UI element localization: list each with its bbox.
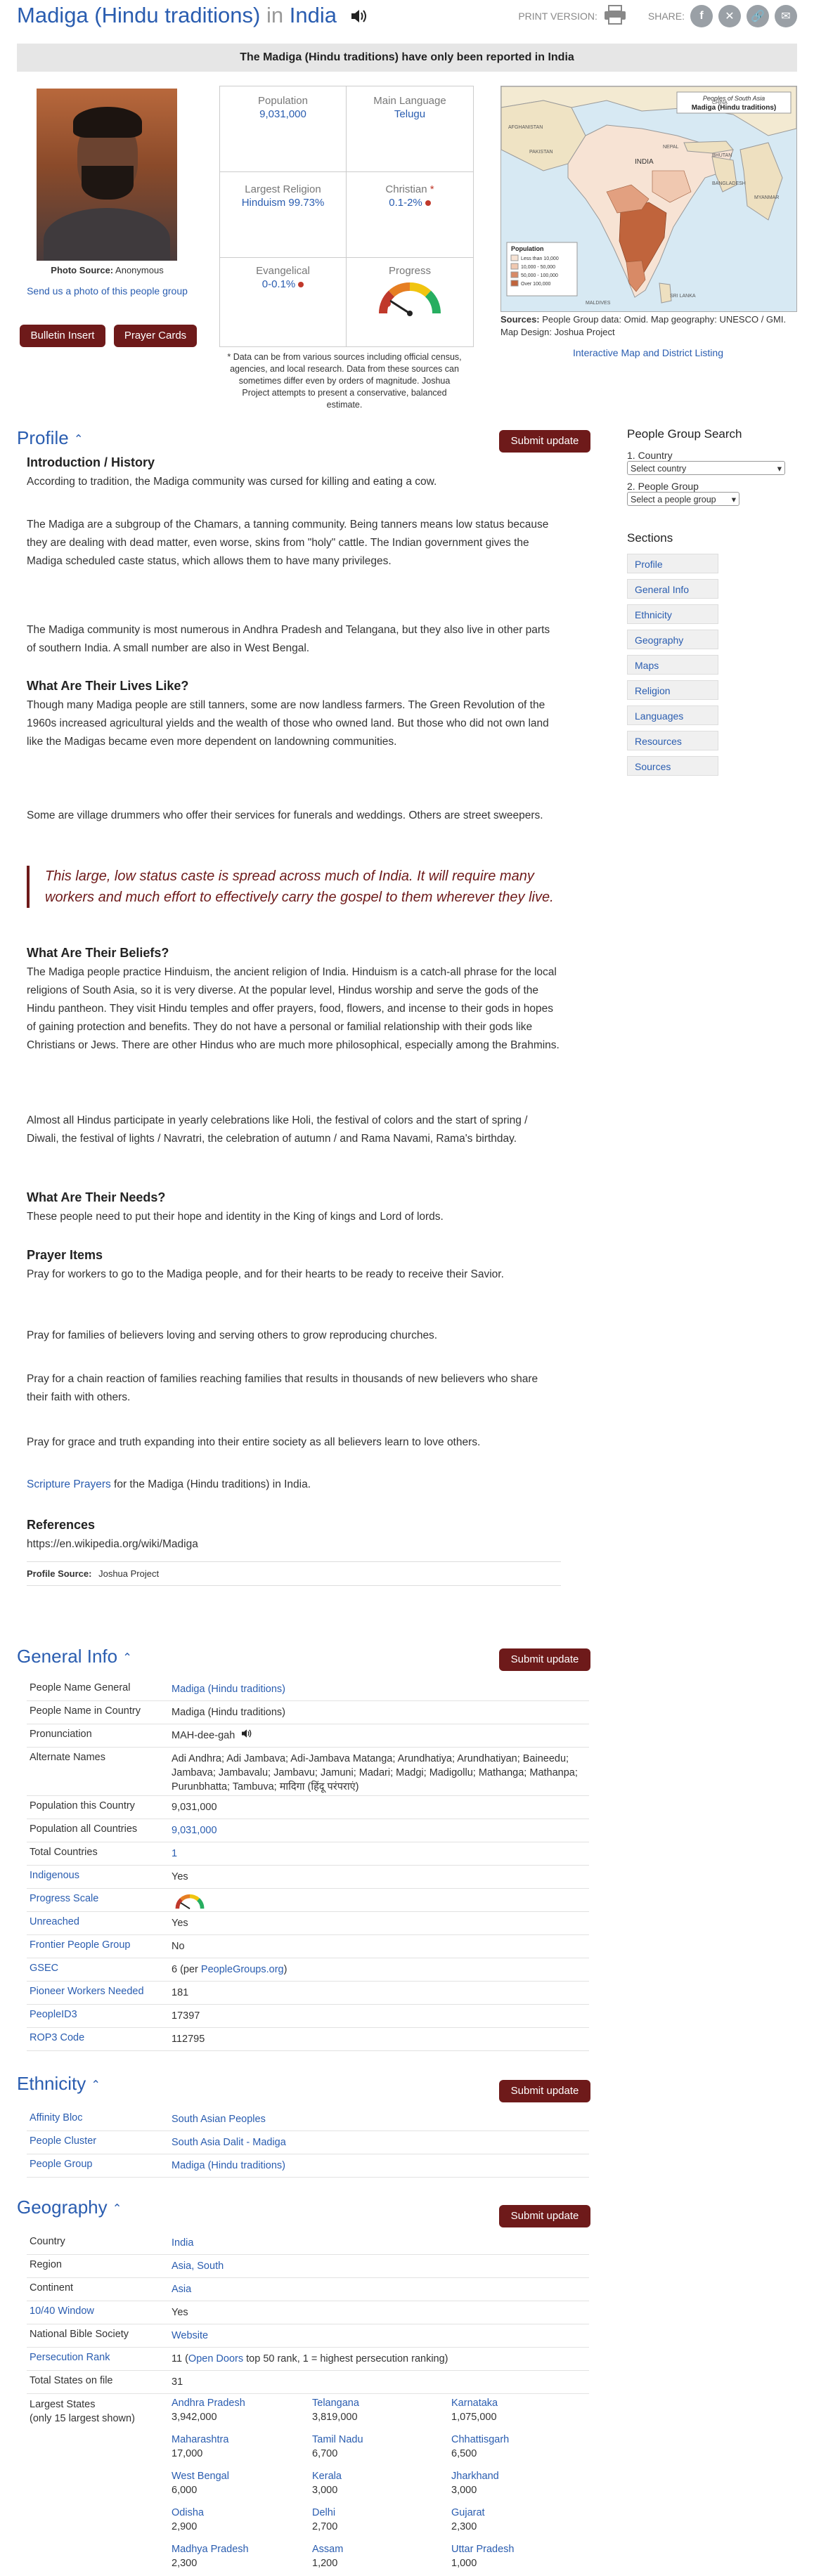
state-13 bbox=[312, 2542, 453, 2570]
language-label: Main Language bbox=[373, 95, 446, 107]
nav-maps[interactable]: Maps bbox=[627, 655, 718, 675]
state-name-14[interactable]: Uttar Pradesh bbox=[451, 2544, 515, 2555]
beliefs-p2: Almost all Hindus participate in yearly celebrations like Holi, the festival of colors and the start of spring / Diwali, the festival of lights / Navratri, the celebration of autumn / and Rama Navami, Rama's birthday. bbox=[27, 1114, 528, 1145]
state-name-2[interactable]: Karnataka bbox=[451, 2398, 498, 2409]
ethnicity-row-2 bbox=[27, 2154, 589, 2178]
photo-beard bbox=[82, 166, 134, 200]
map-label-7: MYANMAR bbox=[754, 195, 780, 200]
christian-status-icon bbox=[425, 200, 431, 206]
map-legend bbox=[507, 242, 577, 296]
ethnicity-submit-button[interactable]: Submit update bbox=[499, 2080, 590, 2102]
prayer-cards-button[interactable]: Prayer Cards bbox=[114, 325, 197, 347]
country-select-value: Select country bbox=[631, 464, 687, 474]
page-header bbox=[17, 0, 797, 35]
sections-heading: Sections bbox=[627, 531, 673, 545]
state-pop-12: 2,300 bbox=[172, 2558, 198, 2569]
profile-quote-wrap bbox=[27, 866, 561, 908]
general-value-11: 6 (per bbox=[172, 1964, 201, 1975]
ethnicity-table bbox=[27, 2108, 589, 2178]
printer-icon[interactable] bbox=[603, 4, 627, 27]
beliefs-section bbox=[27, 946, 561, 1055]
ethnicity-value-1[interactable]: South Asia Dalit - Madiga bbox=[172, 2137, 286, 2148]
general-value-0[interactable]: Madiga (Hindu traditions) bbox=[172, 1684, 285, 1695]
religion-label: Largest Religion bbox=[245, 183, 321, 195]
search-heading: People Group Search bbox=[627, 427, 742, 441]
general-row-3 bbox=[27, 1748, 589, 1796]
general-key-1: People Name in Country bbox=[30, 1705, 141, 1717]
state-9 bbox=[172, 2506, 312, 2534]
prayer-item-2: Pray for families of believers loving and serving others to grow reproducing churches. bbox=[27, 1329, 438, 1341]
lives-p1: Though many Madiga people are still tanners, some are now landless farmers. The Green Revolution of the 1960s increased agricultural yields and the wealth of those who owned land. But those who did not own land like the Madigas became even more dependent on landowning communities. bbox=[27, 699, 549, 748]
geography-row-4 bbox=[27, 2324, 589, 2348]
state-1 bbox=[312, 2396, 453, 2424]
general-row-12 bbox=[27, 1982, 589, 2005]
state-pop-3: 17,000 bbox=[172, 2448, 203, 2459]
stats-grid bbox=[219, 86, 474, 347]
general-key-6: Total Countries bbox=[30, 1847, 98, 1858]
stat-christian bbox=[347, 172, 473, 258]
people-photo bbox=[37, 89, 177, 261]
state-pop-2: 1,075,000 bbox=[451, 2412, 497, 2423]
map-label-8: SRI LANKA bbox=[670, 294, 696, 299]
state-0 bbox=[172, 2396, 312, 2424]
map-legend-3: Over 100,000 bbox=[521, 282, 551, 287]
stat-population bbox=[220, 86, 347, 172]
stat-evangelical bbox=[220, 258, 347, 346]
christian-value: 0.1-2% bbox=[389, 197, 422, 209]
largest-states-title: Largest States bbox=[30, 2399, 96, 2410]
profile-source-label: Profile Source: bbox=[27, 1568, 92, 1579]
state-name-13[interactable]: Assam bbox=[312, 2544, 344, 2555]
general-row-11 bbox=[27, 1958, 589, 1982]
general-value-1: Madiga (Hindu traditions) bbox=[172, 1707, 285, 1718]
geography-key-5[interactable]: Persecution Rank bbox=[30, 2352, 110, 2363]
state-pop-8: 3,000 bbox=[451, 2485, 477, 2496]
geography-key-2: Continent bbox=[30, 2282, 74, 2294]
nav-sources[interactable]: Sources bbox=[627, 756, 718, 776]
general-row-2 bbox=[27, 1724, 589, 1748]
chevron-down-icon: ▾ bbox=[731, 495, 736, 505]
prayer-item-2-wrap bbox=[27, 1327, 561, 1345]
needs-section bbox=[27, 1190, 561, 1226]
right-sidebar bbox=[627, 427, 796, 781]
general-info-heading[interactable] bbox=[17, 1646, 132, 1667]
general-key-2: Pronunciation bbox=[30, 1729, 92, 1740]
email-icon[interactable]: ✉ bbox=[775, 5, 797, 27]
state-7 bbox=[312, 2469, 453, 2497]
page-tools bbox=[518, 4, 797, 27]
ethnicity-row-1 bbox=[27, 2131, 589, 2154]
geography-value-4[interactable]: Website bbox=[172, 2330, 209, 2341]
general-value-13: 17397 bbox=[172, 2010, 200, 2022]
state-name-1[interactable]: Telangana bbox=[312, 2398, 359, 2409]
state-5 bbox=[451, 2433, 592, 2461]
state-name-3[interactable]: Maharashtra bbox=[172, 2434, 229, 2445]
state-14 bbox=[451, 2542, 592, 2570]
state-name-9[interactable]: Odisha bbox=[172, 2507, 204, 2518]
state-pop-11: 2,300 bbox=[451, 2521, 477, 2532]
intro-heading: Introduction / History bbox=[27, 455, 155, 469]
christian-star: * bbox=[429, 183, 434, 195]
chevron-up-icon[interactable]: ⌃ bbox=[73, 434, 84, 446]
state-name-8[interactable]: Jharkhand bbox=[451, 2471, 499, 2482]
geography-value-1[interactable]: Asia, South bbox=[172, 2260, 224, 2272]
chevron-up-icon[interactable]: ⌃ bbox=[91, 2079, 101, 2092]
map-label-6: BANGLADESH bbox=[712, 181, 746, 186]
people-group-select[interactable] bbox=[627, 492, 739, 506]
chevron-down-icon: ▾ bbox=[777, 464, 782, 474]
geography-row-2 bbox=[27, 2278, 589, 2301]
map-label-4: CHINA bbox=[712, 100, 728, 105]
profile-source bbox=[27, 1568, 561, 1579]
general-key-13[interactable]: PeopleID3 bbox=[30, 2009, 77, 2020]
general-value-9: Yes bbox=[172, 1918, 188, 1929]
evangelical-value: 0-0.1% bbox=[261, 278, 296, 290]
country-select[interactable] bbox=[627, 461, 785, 475]
photo-source-label: Photo Source: bbox=[51, 265, 114, 275]
nav-religion[interactable]: Religion bbox=[627, 680, 718, 700]
general-row-14 bbox=[27, 2028, 589, 2051]
general-key-3: Alternate Names bbox=[30, 1752, 105, 1763]
state-pop-13: 1,200 bbox=[312, 2558, 338, 2569]
references-heading: References bbox=[27, 1518, 96, 1532]
state-name-10[interactable]: Delhi bbox=[312, 2507, 336, 2518]
map-sources-text: People Group data: Omid. Map geography: UNESCO / GMI. Map Design: Joshua Project bbox=[500, 314, 787, 337]
largest-states-label bbox=[30, 2398, 135, 2426]
prayer-item-3-wrap bbox=[27, 1370, 561, 1407]
stat-religion bbox=[220, 172, 347, 258]
general-info-table bbox=[27, 1678, 589, 2051]
population-value: 9,031,000 bbox=[259, 108, 306, 120]
state-pop-10: 2,700 bbox=[312, 2521, 338, 2532]
general-row-5 bbox=[27, 1819, 589, 1842]
geography-value-6: 31 bbox=[172, 2376, 183, 2388]
geography-key-1: Region bbox=[30, 2259, 62, 2270]
geography-value-0[interactable]: India bbox=[172, 2237, 194, 2249]
general-info-heading-text: General Info bbox=[17, 1646, 118, 1667]
peoplegroups-link[interactable]: PeopleGroups.org bbox=[200, 1964, 284, 1975]
geography-row-5 bbox=[27, 2348, 589, 2371]
progress-gauge-icon[interactable] bbox=[347, 280, 473, 322]
references-section bbox=[27, 1518, 561, 1554]
interactive-map-link[interactable]: Interactive Map and District Listing bbox=[573, 347, 723, 358]
geography-value-3: Yes bbox=[172, 2307, 188, 2318]
map-title-2: Madiga (Hindu traditions) bbox=[691, 104, 777, 112]
photo-source bbox=[21, 265, 193, 275]
state-6 bbox=[172, 2469, 312, 2497]
ethnicity-row-0 bbox=[27, 2108, 589, 2131]
general-key-0: People Name General bbox=[30, 1682, 131, 1693]
state-pop-7: 3,000 bbox=[312, 2485, 338, 2496]
geography-row-0 bbox=[27, 2232, 589, 2255]
state-8 bbox=[451, 2469, 592, 2497]
scripture-prayers-link[interactable]: Scripture Prayers bbox=[27, 1478, 111, 1490]
general-value-2: MAH-dee-gah bbox=[172, 1730, 235, 1741]
profile-quote: This large, low status caste is spread across much of India. It will require many workers and much effort to effectively carry the gospel to them wherever they live. bbox=[27, 866, 561, 908]
scripture-rest: for the Madiga (Hindu traditions) in India. bbox=[110, 1478, 311, 1490]
population-label: Population bbox=[258, 95, 308, 107]
stat-progress bbox=[347, 258, 473, 346]
ethnicity-value-0[interactable]: South Asian Peoples bbox=[172, 2114, 266, 2125]
prayer-item-4-wrap bbox=[27, 1433, 561, 1452]
general-key-10[interactable]: Frontier People Group bbox=[30, 1939, 131, 1951]
general-key-9[interactable]: Unreached bbox=[30, 1916, 79, 1927]
geography-heading-text: Geography bbox=[17, 2197, 108, 2218]
intro-p1: According to tradition, the Madiga community was cursed for killing and eating a cow. bbox=[27, 476, 437, 488]
general-value-11-tail: ) bbox=[283, 1964, 288, 1975]
profile-heading[interactable] bbox=[17, 427, 83, 449]
state-pop-5: 6,500 bbox=[451, 2448, 477, 2459]
intro-p3: The Madiga community is most numerous in Andhra Pradesh and Telangana, but they also live in other parts of southern India. A small number are also in West Bengal. bbox=[27, 624, 550, 654]
general-value-4: 9,031,000 bbox=[172, 1802, 217, 1813]
group-label: 2. People Group bbox=[627, 481, 699, 492]
geography-value-2[interactable]: Asia bbox=[172, 2284, 192, 2295]
nav-general-info[interactable]: General Info bbox=[627, 579, 718, 599]
geography-row-1 bbox=[27, 2255, 589, 2278]
state-name-12[interactable]: Madhya Pradesh bbox=[172, 2544, 249, 2555]
speaker-icon[interactable] bbox=[350, 4, 368, 30]
link-icon[interactable]: 🔗 bbox=[747, 5, 769, 27]
geography-value-5-tail: top 50 rank, 1 = highest persecution ranking) bbox=[243, 2353, 448, 2364]
references-url: https://en.wikipedia.org/wiki/Madiga bbox=[27, 1538, 198, 1550]
people-map[interactable] bbox=[500, 86, 797, 312]
prayer-section bbox=[27, 1248, 561, 1284]
state-2 bbox=[451, 2396, 592, 2424]
nav-geography[interactable]: Geography bbox=[627, 630, 718, 649]
group-select-value: Select a people group bbox=[631, 495, 716, 505]
ethnicity-heading[interactable] bbox=[17, 2073, 101, 2095]
general-row-1 bbox=[27, 1701, 589, 1724]
bulletin-insert-button[interactable]: Bulletin Insert bbox=[20, 325, 105, 347]
photo-hair bbox=[73, 107, 142, 138]
prayer-item-1: Pray for workers to go to the Madiga people, and for their hearts to be ready to receive their Savior. bbox=[27, 1268, 504, 1280]
country-link[interactable]: India bbox=[289, 3, 337, 27]
general-row-4 bbox=[27, 1796, 589, 1819]
state-name-4[interactable]: Tamil Nadu bbox=[312, 2434, 363, 2445]
state-name-7[interactable]: Kerala bbox=[312, 2471, 342, 2482]
map-legend-2: 50,000 - 100,000 bbox=[521, 273, 558, 278]
lives-section bbox=[27, 679, 561, 751]
christian-label: Christian bbox=[385, 183, 427, 195]
needs-p: These people need to put their hope and identity in the King of kings and Lord of lords. bbox=[27, 1211, 444, 1223]
nav-languages[interactable]: Languages bbox=[627, 705, 718, 725]
geography-key-6: Total States on file bbox=[30, 2375, 113, 2386]
speaker-icon[interactable] bbox=[240, 1730, 253, 1741]
state-pop-1: 3,819,000 bbox=[312, 2412, 358, 2423]
ethnicity-key-2[interactable]: People Group bbox=[30, 2159, 93, 2170]
state-name-6[interactable]: West Bengal bbox=[172, 2471, 229, 2482]
language-link[interactable]: Telugu bbox=[394, 108, 426, 120]
map-label-5: BHUTAN bbox=[712, 153, 732, 158]
general-row-13 bbox=[27, 2005, 589, 2028]
state-name-5[interactable]: Chhattisgarh bbox=[451, 2434, 510, 2445]
prayer-item-4: Pray for grace and truth expanding into their entire society as all believers learn to love others. bbox=[27, 1436, 481, 1448]
general-key-14[interactable]: ROP3 Code bbox=[30, 2032, 85, 2043]
map-label-0: AFGHANISTAN bbox=[508, 125, 543, 130]
general-row-8 bbox=[27, 1889, 589, 1912]
geography-key-0: Country bbox=[30, 2236, 65, 2247]
photo-source-value: Anonymous bbox=[115, 265, 164, 275]
general-key-7[interactable]: Indigenous bbox=[30, 1870, 79, 1881]
intro-section bbox=[27, 455, 561, 491]
general-value-7: Yes bbox=[172, 1871, 188, 1882]
x-icon[interactable]: ✕ bbox=[718, 5, 741, 27]
geography-row-6 bbox=[27, 2371, 589, 2394]
state-name-0[interactable]: Andhra Pradesh bbox=[172, 2398, 245, 2409]
general-row-0 bbox=[27, 1678, 589, 1701]
nav-resources[interactable]: Resources bbox=[627, 731, 718, 750]
photo-body bbox=[44, 208, 170, 261]
map-title-1: Peoples of South Asia bbox=[702, 95, 765, 102]
geography-row-3 bbox=[27, 2301, 589, 2324]
people-name: Madiga (Hindu traditions) bbox=[17, 3, 261, 27]
general-key-8[interactable]: Progress Scale bbox=[30, 1893, 99, 1904]
state-12 bbox=[172, 2542, 312, 2570]
general-value-12: 181 bbox=[172, 1987, 189, 1998]
intro-p2-wrap bbox=[27, 516, 561, 571]
ethnicity-value-2[interactable]: Madiga (Hindu traditions) bbox=[172, 2160, 285, 2171]
state-4 bbox=[312, 2433, 453, 2461]
general-row-10 bbox=[27, 1935, 589, 1958]
geography-submit-button[interactable]: Submit update bbox=[499, 2205, 590, 2227]
facebook-icon[interactable]: f bbox=[690, 5, 713, 27]
data-note: * Data can be from various sources including official census, agencies, and local research. Data from these sources can sometimes differ even by orders of magnitude. Joshua Project attempts to present a conservative, balanced estimate. bbox=[227, 352, 462, 410]
map-label-9: MALDIVES bbox=[586, 301, 611, 306]
intro-p2: The Madiga are a subgroup of the Chamars, a tanning community. Being tanners means low status because they are dealing with dead matter, even worse, skins from "holy" cattle. The Indian government gives the Madiga scheduled caste status, which allows them to have many privileges. bbox=[27, 519, 549, 567]
general-value-14: 112795 bbox=[172, 2034, 205, 2045]
title-in: in bbox=[266, 3, 284, 27]
evangelical-status-icon bbox=[298, 282, 304, 287]
religion-link[interactable]: Hinduism 99.73% bbox=[241, 197, 325, 209]
map-legend-1: 10,000 - 50,000 bbox=[521, 265, 556, 270]
prayer-item-3: Pray for a chain reaction of families reaching families that results in thousands of new believers who share their faith with others. bbox=[27, 1373, 538, 1403]
general-key-4: Population this Country bbox=[30, 1800, 135, 1811]
stat-language bbox=[347, 86, 473, 172]
geography-value-5: 11 ( bbox=[172, 2353, 188, 2364]
send-photo-link[interactable]: Send us a photo of this people group bbox=[27, 285, 188, 297]
profile-submit-button[interactable]: Submit update bbox=[499, 430, 590, 453]
needs-heading: What Are Their Needs? bbox=[27, 1190, 166, 1204]
profile-source-value: Joshua Project bbox=[98, 1568, 160, 1579]
map-label-2: INDIA bbox=[635, 158, 654, 166]
evangelical-label: Evangelical bbox=[256, 265, 310, 277]
state-name-11[interactable]: Gujarat bbox=[451, 2507, 485, 2518]
chevron-up-icon[interactable]: ⌃ bbox=[112, 2203, 122, 2216]
map-sources bbox=[500, 313, 796, 339]
general-key-12[interactable]: Pioneer Workers Needed bbox=[30, 1986, 144, 1997]
geography-key-3[interactable]: 10/40 Window bbox=[30, 2305, 94, 2317]
scripture-line bbox=[27, 1476, 561, 1494]
ethnicity-heading-text: Ethnicity bbox=[17, 2073, 86, 2094]
state-pop-14: 1,000 bbox=[451, 2558, 477, 2569]
print-label: PRINT VERSION: bbox=[518, 10, 597, 22]
general-submit-button[interactable]: Submit update bbox=[499, 1648, 590, 1671]
ethnicity-key-1[interactable]: People Cluster bbox=[30, 2135, 97, 2147]
prayer-heading: Prayer Items bbox=[27, 1248, 103, 1262]
intro-p3-wrap bbox=[27, 621, 561, 658]
lives-heading: What Are Their Lives Like? bbox=[27, 679, 189, 693]
state-pop-4: 6,700 bbox=[312, 2448, 338, 2459]
general-row-7 bbox=[27, 1866, 589, 1889]
geography-heading[interactable] bbox=[17, 2197, 122, 2218]
general-key-11[interactable]: GSEC bbox=[30, 1963, 59, 1974]
country-label: 1. Country bbox=[627, 450, 673, 461]
progress-label: Progress bbox=[388, 265, 432, 277]
lives-p2: Some are village drummers who offer their services for funerals and weddings. Others are street sweepers. bbox=[27, 809, 543, 821]
chevron-up-icon[interactable]: ⌃ bbox=[122, 1652, 132, 1665]
state-11 bbox=[451, 2506, 592, 2534]
largest-states-sub: (only 15 largest shown) bbox=[30, 2413, 135, 2424]
state-pop-6: 6,000 bbox=[172, 2485, 198, 2496]
geography-key-4: National Bible Society bbox=[30, 2329, 129, 2340]
general-value-6[interactable]: 1 bbox=[172, 1848, 178, 1859]
map-sources-label: Sources: bbox=[500, 314, 540, 325]
nav-profile[interactable]: Profile bbox=[627, 554, 718, 573]
general-value-5[interactable]: 9,031,000 bbox=[172, 1825, 217, 1836]
general-value-10: No bbox=[172, 1941, 185, 1952]
reported-banner: The Madiga (Hindu traditions) have only been reported in India bbox=[17, 44, 797, 72]
map-legend-0: Less than 10,000 bbox=[521, 256, 559, 261]
map-label-1: PAKISTAN bbox=[529, 150, 553, 155]
profile-divider bbox=[27, 1561, 561, 1562]
page-title bbox=[17, 3, 368, 30]
share-label: SHARE: bbox=[647, 10, 685, 22]
map-label-3: NEPAL bbox=[663, 145, 679, 150]
profile-divider-2 bbox=[27, 1585, 561, 1586]
open-doors-link[interactable]: Open Doors bbox=[188, 2353, 244, 2364]
beliefs-p2-wrap bbox=[27, 1112, 561, 1148]
ethnicity-key-0[interactable]: Affinity Bloc bbox=[30, 2112, 83, 2123]
map-legend-title: Population bbox=[511, 245, 544, 252]
beliefs-p1: The Madiga people practice Hinduism, the ancient religion of India. Hinduism is a catch-all phrase for the local religions of South Asia, so it is very diverse. At the popular level, Hindus worship and serve the gods of the Hindu pantheon. They visit Hindu temples and offer prayers, food, flowers, and incense to their gods in hopes of gaining protection and benefits. They do not have a personal or familial relationship with their gods like Christians or Jews. There are other Hindus who are much more philosophical, especially among the Brahmins. bbox=[27, 966, 560, 1051]
state-10 bbox=[312, 2506, 453, 2534]
lives-p2-wrap bbox=[27, 807, 561, 825]
general-value-3: Adi Andhra; Adi Jambava; Adi-Jambava Matanga; Arundhatiya; Arundhatiyan; Baineedu; Jambava; Jambavalu; Jambavu; Jamuni; Madari; Madgi; Madigollu; Mathanga; Mathanpa; Purunbhatta; Tambuva; मादिगा (हिंदू परंपराएं) bbox=[172, 1753, 578, 1793]
general-key-5: Population all Countries bbox=[30, 1823, 138, 1835]
general-row-9 bbox=[27, 1912, 589, 1935]
nav-ethnicity[interactable]: Ethnicity bbox=[627, 604, 718, 624]
state-pop-9: 2,900 bbox=[172, 2521, 198, 2532]
general-row-6 bbox=[27, 1842, 589, 1866]
profile-heading-text: Profile bbox=[17, 427, 69, 448]
geography-table bbox=[27, 2232, 589, 2394]
beliefs-heading: What Are Their Beliefs? bbox=[27, 946, 169, 960]
state-pop-0: 3,942,000 bbox=[172, 2412, 217, 2423]
state-3 bbox=[172, 2433, 312, 2461]
